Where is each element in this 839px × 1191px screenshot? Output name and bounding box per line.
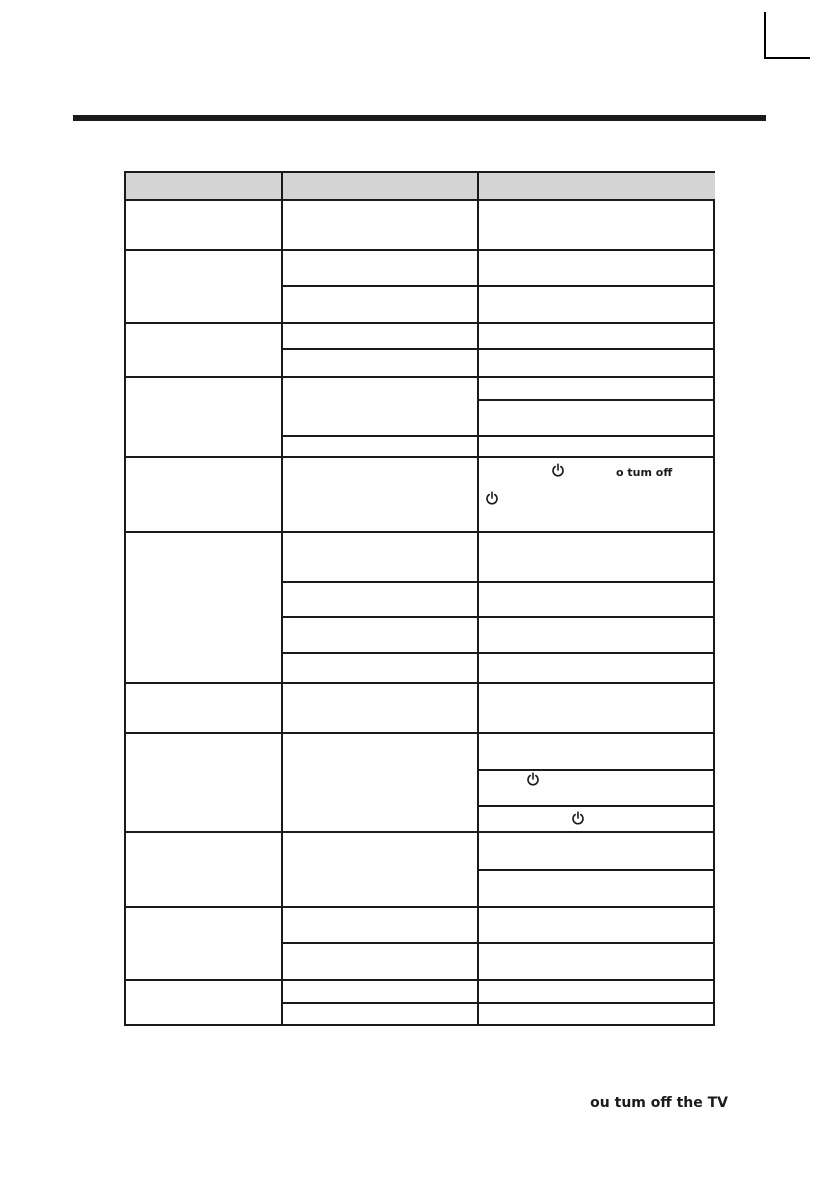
subrow-separator [282,616,713,618]
row-separator [126,456,713,458]
solution-subrow-separator [478,805,713,807]
row-separator [126,249,713,251]
subrow-separator [282,1002,713,1004]
row-separator [126,531,713,533]
power-icon [551,463,565,477]
troubleshooting-table [124,171,715,1026]
row-separator [126,322,713,324]
row-separator [126,682,713,684]
power-icon [526,772,540,786]
power-icon [571,811,585,825]
row-separator [126,732,713,734]
subrow-separator [282,581,713,583]
subrow-separator [282,435,713,437]
power-hint-fragment: o tum off [616,466,673,479]
row-separator [126,906,713,908]
subrow-separator [282,652,713,654]
solution-subrow-separator [478,399,713,401]
row-separator [126,376,713,378]
column-divider-2 [477,173,479,1024]
subrow-separator [282,942,713,944]
row-separator [126,831,713,833]
subrow-separator [282,285,713,287]
subrow-separator [282,348,713,350]
solution-subrow-separator [478,869,713,871]
column-header-problem [126,173,282,201]
crop-mark-horizontal [764,57,810,59]
section-header-rule [73,115,766,121]
row-separator [126,979,713,981]
crop-mark-vertical [764,12,766,59]
column-header-cause [282,173,478,201]
column-divider-1 [281,173,283,1024]
power-icon [485,491,499,505]
solution-subrow-separator [478,769,713,771]
column-header-solution [478,173,715,201]
footer-note: ou tum off the TV [590,1095,728,1111]
